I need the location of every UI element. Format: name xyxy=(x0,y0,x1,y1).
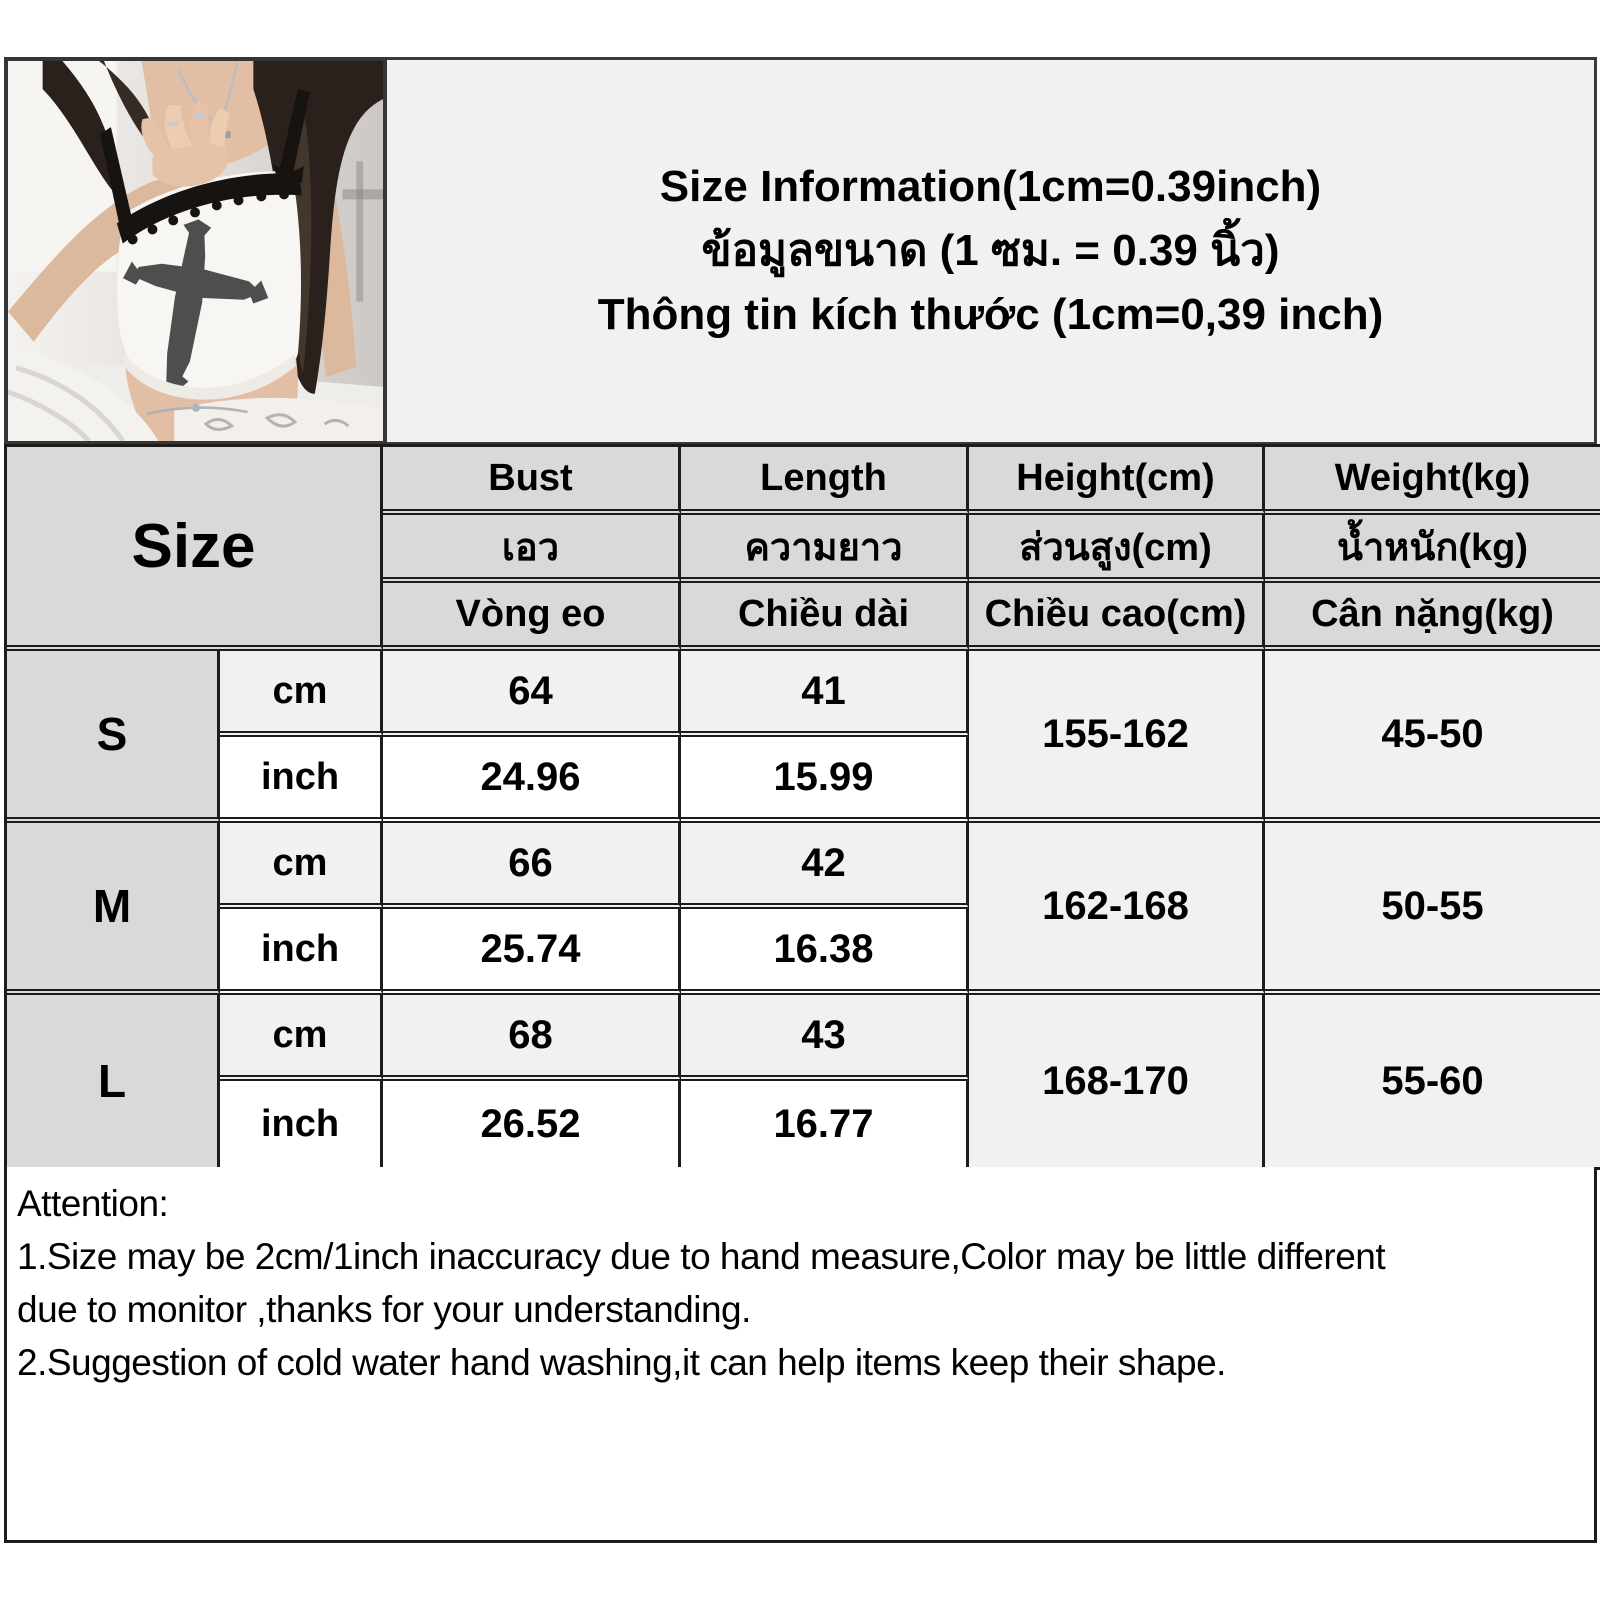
l-weight: 55-60 xyxy=(1265,995,1600,1167)
attention-heading: Attention: xyxy=(17,1183,169,1224)
size-info-title-en: Size Information(1cm=0.39inch) xyxy=(659,162,1322,211)
s-height: 155-162 xyxy=(969,651,1265,823)
col-bust-vi: Vòng eo xyxy=(383,583,681,651)
col-bust-en: Bust xyxy=(383,447,681,515)
l-bust-cm: 68 xyxy=(383,995,681,1081)
col-length-vi: Chiều dài xyxy=(681,583,969,651)
s-length-cm: 41 xyxy=(681,651,969,737)
s-bust-inch: 24.96 xyxy=(383,737,681,823)
s-length-inch: 15.99 xyxy=(681,737,969,823)
l-length-cm: 43 xyxy=(681,995,969,1081)
product-photo-illustration xyxy=(8,61,383,441)
attention-box xyxy=(4,1167,1597,1543)
unit-inch: inch xyxy=(220,909,383,995)
s-bust-cm: 64 xyxy=(383,651,681,737)
l-bust-inch: 26.52 xyxy=(383,1081,681,1167)
size-info-title-th: ข้อมูลขนาด (1 ซม. = 0.39 นิ้ว) xyxy=(701,226,1280,275)
size-column-header: Size xyxy=(7,447,383,651)
col-weight-th: น้ำหนัก(kg) xyxy=(1265,515,1600,583)
bottom-garment xyxy=(174,398,383,441)
size-label-m: M xyxy=(7,823,220,995)
attention-note: 1.Size may be 2cm/1inch inaccuracy due to hand measure,Color may be little different xyxy=(17,1236,1386,1277)
col-height-th: ส่วนสูง(cm) xyxy=(969,515,1265,583)
unit-inch: inch xyxy=(220,1081,383,1167)
unit-cm: cm xyxy=(220,651,383,737)
col-height-vi: Chiều cao(cm) xyxy=(969,583,1265,651)
m-length-cm: 42 xyxy=(681,823,969,909)
size-label-l: L xyxy=(7,995,220,1167)
unit-inch: inch xyxy=(220,737,383,823)
size-table xyxy=(4,444,1600,1170)
size-label-s: S xyxy=(7,651,220,823)
l-height: 168-170 xyxy=(969,995,1265,1167)
table-row xyxy=(7,995,1600,1081)
col-weight-en: Weight(kg) xyxy=(1265,447,1600,515)
unit-cm: cm xyxy=(220,995,383,1081)
table-row xyxy=(7,651,1600,737)
product-photo xyxy=(4,57,387,445)
unit-cm: cm xyxy=(220,823,383,909)
s-weight: 45-50 xyxy=(1265,651,1600,823)
m-weight: 50-55 xyxy=(1265,823,1600,995)
m-height: 162-168 xyxy=(969,823,1265,995)
table-row xyxy=(7,823,1600,909)
attention-note: due to monitor ,thanks for your understanding. xyxy=(17,1289,751,1330)
size-info-header xyxy=(387,57,1597,445)
m-bust-cm: 66 xyxy=(383,823,681,909)
col-height-en: Height(cm) xyxy=(969,447,1265,515)
col-weight-vi: Cân nặng(kg) xyxy=(1265,583,1600,651)
l-length-inch: 16.77 xyxy=(681,1081,969,1167)
col-length-th: ความยาว xyxy=(681,515,969,583)
col-bust-th: เอว xyxy=(383,515,681,583)
m-length-inch: 16.38 xyxy=(681,909,969,995)
attention-note: 2.Suggestion of cold water hand washing,it can help items keep their shape. xyxy=(17,1342,1226,1383)
size-info-title-vi: Thông tin kích thước (1cm=0,39 inch) xyxy=(597,290,1384,339)
col-length-en: Length xyxy=(681,447,969,515)
m-bust-inch: 25.74 xyxy=(383,909,681,995)
